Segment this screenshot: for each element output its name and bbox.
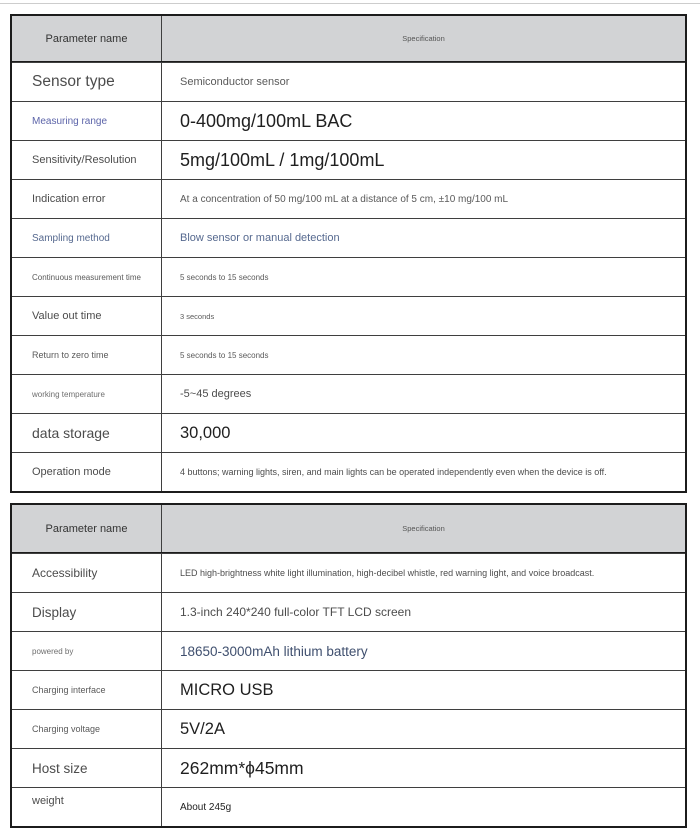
table-row [12, 257, 685, 296]
param-label: Value out time [12, 297, 162, 335]
table-row [12, 140, 685, 179]
table-row [12, 787, 685, 826]
header-specification: Specification [402, 34, 445, 43]
param-label: Sampling method [12, 219, 162, 257]
param-label: Measuring range [12, 102, 162, 140]
param-label: Sensitivity/Resolution [12, 141, 162, 179]
spec-value: LED high-brightness white light illumination, high-decibel whistle, red warning light, and voice broadcast. [180, 568, 595, 578]
param-label: working temperature [12, 375, 162, 413]
param-label: Indication error [12, 180, 162, 218]
table-row [12, 62, 685, 101]
param-label: Sensor type [12, 63, 162, 101]
param-label: data storage [12, 414, 162, 452]
table-row [12, 179, 685, 218]
spec-value: -5~45 degrees [180, 388, 252, 400]
table-row [12, 101, 685, 140]
spec-value: 5 seconds to 15 seconds [180, 350, 269, 360]
table-row [12, 631, 685, 670]
header-parameter-name: Parameter name [12, 505, 162, 552]
table-row [12, 748, 685, 787]
spec-value: About 245g [180, 801, 232, 813]
param-label: powered by [12, 632, 162, 670]
table-row [12, 374, 685, 413]
param-label: Continuous measurement time [12, 258, 162, 296]
spec-value: MICRO USB [180, 680, 274, 699]
table-header-row [12, 505, 685, 553]
param-label: Charging voltage [12, 710, 162, 748]
table-row [12, 709, 685, 748]
spec-value: 4 buttons; warning lights, siren, and main lights can be operated independently even when the device is off. [180, 467, 607, 477]
table-row [12, 413, 685, 452]
spec-value: 30,000 [180, 423, 231, 442]
param-label: weight [12, 788, 162, 826]
spec-value: 0-400mg/100mL BAC [180, 110, 353, 131]
spec-value: 5 seconds to 15 seconds [180, 272, 269, 282]
spec-value: At a concentration of 50 mg/100 mL at a distance of 5 cm, ±10 mg/100 mL [180, 193, 509, 205]
param-label: Operation mode [12, 453, 162, 491]
table-row [12, 452, 685, 491]
spec-value: 262mm*ϕ45mm [180, 757, 304, 778]
table-row [12, 296, 685, 335]
spec-table-2 [10, 503, 687, 828]
table-row [12, 592, 685, 631]
header-specification: Specification [402, 524, 445, 533]
header-parameter-name: Parameter name [12, 16, 162, 61]
spec-table-1 [10, 14, 687, 493]
table-row [12, 335, 685, 374]
spec-value: 18650-3000mAh lithium battery [180, 643, 368, 659]
param-label: Return to zero time [12, 336, 162, 374]
table-row [12, 218, 685, 257]
table-header-row [12, 16, 685, 62]
param-label: Charging interface [12, 671, 162, 709]
spec-value: 5V/2A [180, 719, 225, 738]
param-label: Accessibility [12, 554, 162, 592]
table-row [12, 553, 685, 592]
param-label: Host size [12, 749, 162, 787]
spec-value: 1.3-inch 240*240 full-color TFT LCD screen [180, 605, 411, 619]
param-label: Display [12, 593, 162, 631]
spec-value: Semiconductor sensor [180, 76, 290, 88]
spec-value: 3 seconds [180, 311, 215, 321]
spec-value: 5mg/100mL / 1mg/100mL [180, 149, 385, 170]
table-row [12, 670, 685, 709]
page-top-divider [0, 3, 700, 4]
spec-value: Blow sensor or manual detection [180, 232, 340, 244]
